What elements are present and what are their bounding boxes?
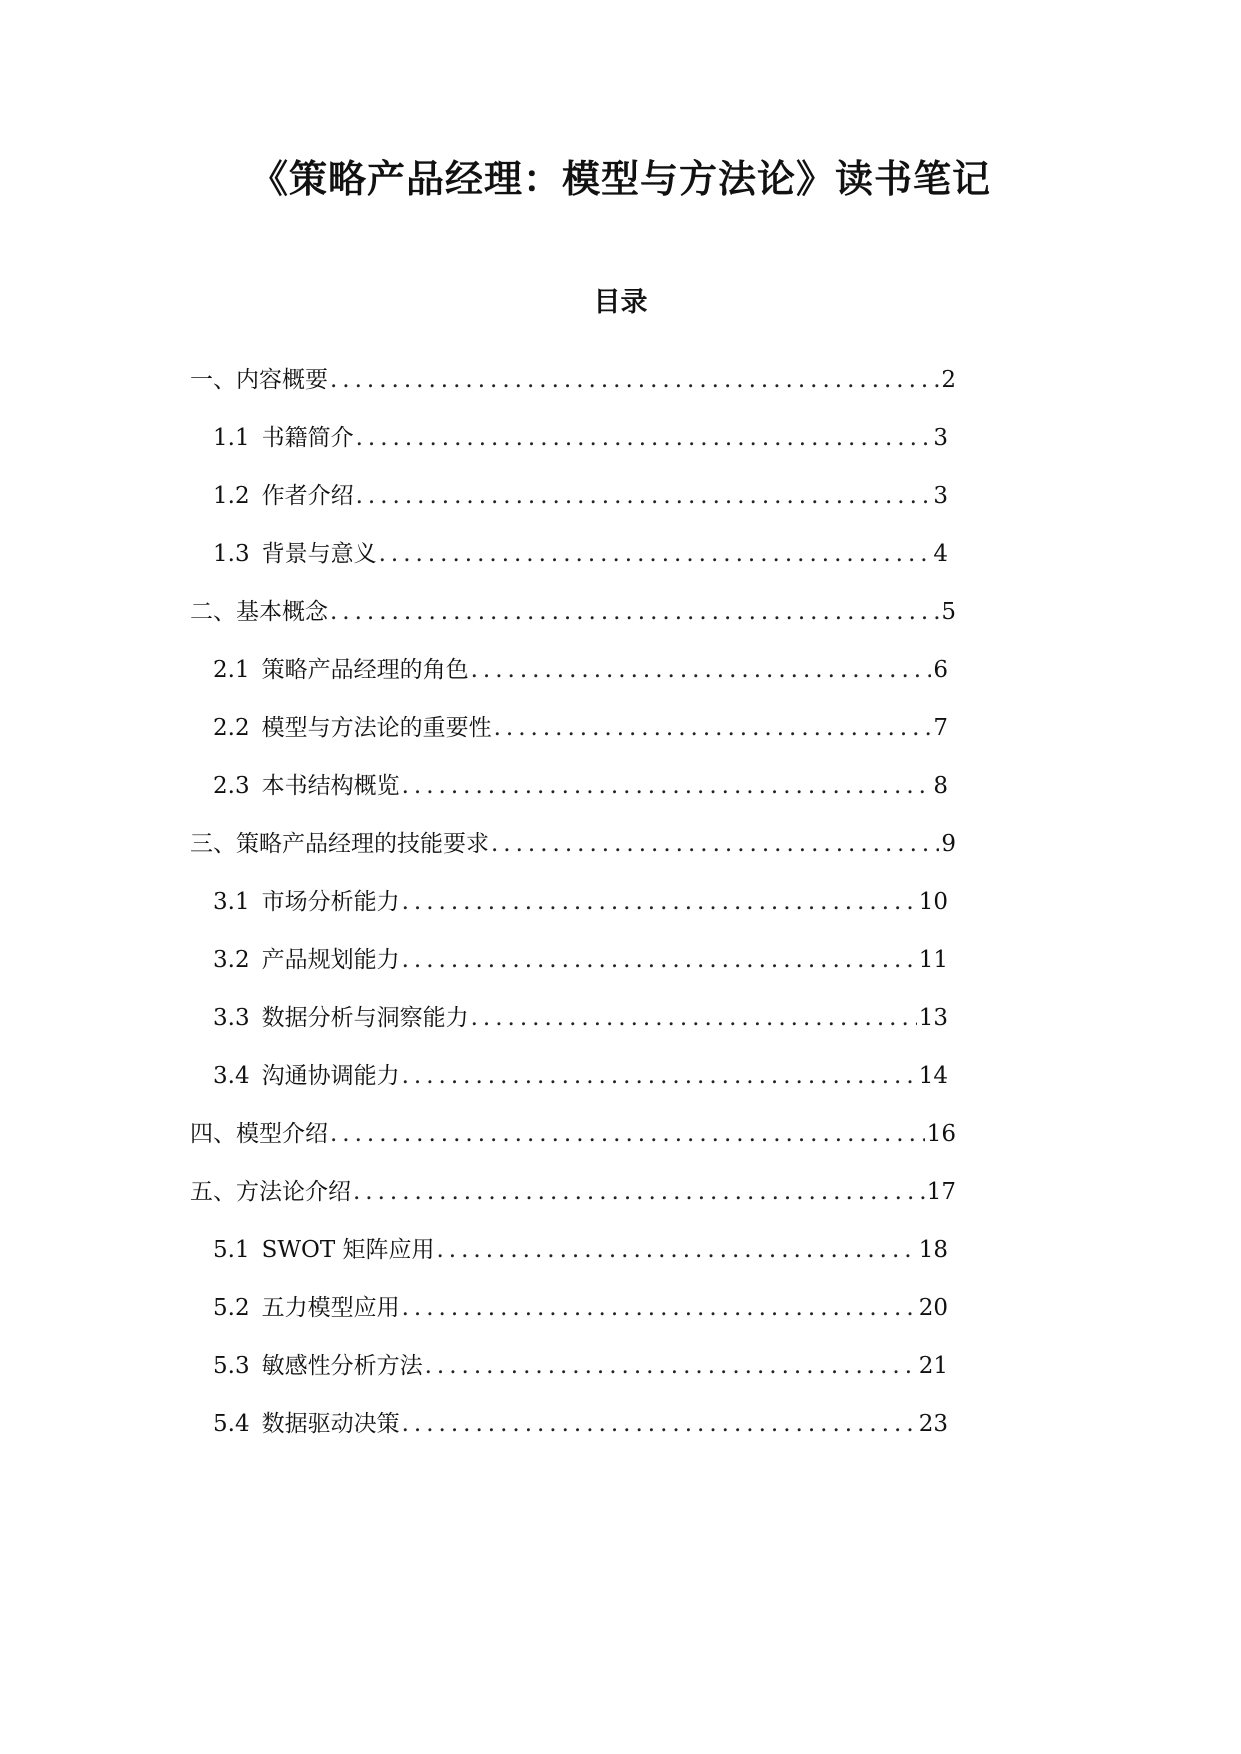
toc-page-number: 21 bbox=[918, 1353, 948, 1379]
toc-entry-number: 1.2 bbox=[213, 483, 250, 509]
toc-page-number: 9 bbox=[941, 831, 956, 857]
toc-entry[interactable] bbox=[213, 476, 948, 516]
toc-entry-text: 五力模型应用 bbox=[261, 1295, 400, 1321]
toc-entry-label bbox=[190, 1172, 351, 1212]
toc-entry[interactable] bbox=[213, 766, 948, 806]
toc-entry[interactable] bbox=[213, 1346, 948, 1386]
toc-dot-leader bbox=[353, 1172, 925, 1212]
toc-entry-text: 敏感性分析方法 bbox=[261, 1353, 423, 1379]
toc-dot-leader bbox=[402, 882, 917, 922]
toc-entry-number: 1.3 bbox=[213, 541, 250, 567]
toc-page-number: 3 bbox=[933, 483, 948, 509]
toc-page-number: 6 bbox=[933, 657, 948, 683]
toc-page-number: 5 bbox=[941, 599, 956, 625]
toc-entry[interactable] bbox=[213, 882, 948, 922]
toc-entry-number: 3.1 bbox=[213, 889, 250, 915]
toc-entry-text: 四、模型介绍 bbox=[190, 1121, 328, 1147]
toc-entry-text: 本书结构概览 bbox=[261, 773, 400, 799]
toc-page-number: 16 bbox=[926, 1121, 956, 1147]
toc-page-number: 2 bbox=[941, 367, 956, 393]
toc-entry-label bbox=[190, 824, 489, 864]
toc-dot-leader bbox=[494, 708, 932, 748]
toc-entry-label bbox=[213, 766, 400, 806]
toc-dot-leader bbox=[402, 766, 932, 806]
toc-entry-label bbox=[213, 1230, 434, 1270]
toc-entry-number: 5.4 bbox=[213, 1411, 250, 1437]
toc-page-number: 17 bbox=[926, 1179, 956, 1205]
toc-entry-text: 数据分析与洞察能力 bbox=[261, 1005, 469, 1031]
toc-entry-label bbox=[213, 1346, 423, 1386]
toc-page-number: 10 bbox=[918, 889, 948, 915]
toc-entry-text: 书籍简介 bbox=[261, 425, 354, 451]
toc-entry-label bbox=[213, 940, 400, 980]
toc-entry-label bbox=[213, 1404, 400, 1444]
toc-dot-leader bbox=[330, 592, 939, 632]
toc-entry-label bbox=[213, 708, 492, 748]
toc-page-number: 20 bbox=[918, 1295, 948, 1321]
toc-entry-label bbox=[213, 882, 400, 922]
toc-entry[interactable] bbox=[213, 1230, 948, 1270]
toc-dot-leader bbox=[402, 1404, 917, 1444]
toc-entry-number: 3.2 bbox=[213, 947, 250, 973]
toc-entry-text: 产品规划能力 bbox=[261, 947, 400, 973]
toc-entry-text: 策略产品经理的角色 bbox=[261, 657, 469, 683]
document-title: 《策略产品经理：模型与方法论》读书笔记 bbox=[249, 156, 991, 201]
toc-entry-number: 5.3 bbox=[213, 1353, 250, 1379]
toc-page-number: 14 bbox=[918, 1063, 948, 1089]
toc-entry-number: 1.1 bbox=[213, 425, 250, 451]
toc-dot-leader bbox=[330, 360, 939, 400]
toc-dot-leader bbox=[379, 534, 932, 574]
toc-page-number: 18 bbox=[918, 1237, 948, 1263]
toc-entry-text: 模型与方法论的重要性 bbox=[261, 715, 492, 741]
toc-entry-number: 5.2 bbox=[213, 1295, 250, 1321]
toc-entry-label bbox=[190, 1114, 328, 1154]
toc-page-number: 13 bbox=[918, 1005, 948, 1031]
toc-entry-text: 二、基本概念 bbox=[190, 599, 328, 625]
toc-dot-leader bbox=[402, 940, 917, 980]
toc-dot-leader bbox=[471, 998, 917, 1038]
toc-entry-number: 2.2 bbox=[213, 715, 250, 741]
toc-entry[interactable] bbox=[213, 418, 948, 458]
toc-entry[interactable] bbox=[190, 360, 956, 400]
toc-page-number: 23 bbox=[918, 1411, 948, 1437]
toc-dot-leader bbox=[356, 418, 932, 458]
toc-dot-leader bbox=[402, 1056, 917, 1096]
toc-entry-text: SWOT 矩阵应用 bbox=[261, 1237, 435, 1263]
toc-entry-text: 五、方法论介绍 bbox=[190, 1179, 351, 1205]
toc-dot-leader bbox=[330, 1114, 925, 1154]
toc-entry[interactable] bbox=[190, 824, 956, 864]
toc-entry[interactable] bbox=[213, 650, 948, 690]
toc-entry-label bbox=[213, 998, 469, 1038]
toc-entry[interactable] bbox=[190, 1172, 956, 1212]
toc-entry-label bbox=[213, 534, 377, 574]
toc-entry[interactable] bbox=[190, 592, 956, 632]
toc-entry-label bbox=[190, 592, 328, 632]
toc-page-number: 4 bbox=[933, 541, 948, 567]
toc-entry-number: 2.3 bbox=[213, 773, 250, 799]
toc-entry-text: 数据驱动决策 bbox=[261, 1411, 400, 1437]
toc-dot-leader bbox=[402, 1288, 917, 1328]
toc-entry[interactable] bbox=[213, 940, 948, 980]
toc-entry[interactable] bbox=[213, 1404, 948, 1444]
toc-entry-text: 市场分析能力 bbox=[261, 889, 400, 915]
toc-dot-leader bbox=[425, 1346, 917, 1386]
toc-entry-label bbox=[213, 1288, 400, 1328]
toc-entry-number: 5.1 bbox=[213, 1237, 250, 1263]
toc-entry-number: 3.4 bbox=[213, 1063, 250, 1089]
toc-page-number: 11 bbox=[918, 947, 948, 973]
toc-entry[interactable] bbox=[213, 534, 948, 574]
toc-entry[interactable] bbox=[213, 1056, 948, 1096]
toc-entry[interactable] bbox=[213, 998, 948, 1038]
toc-entry-label bbox=[213, 650, 469, 690]
toc-entry[interactable] bbox=[190, 1114, 956, 1154]
toc-entry-label bbox=[190, 360, 328, 400]
toc-entry-number: 3.3 bbox=[213, 1005, 250, 1031]
toc-entry-text: 背景与意义 bbox=[261, 541, 377, 567]
toc-page-number: 7 bbox=[933, 715, 948, 741]
toc-dot-leader bbox=[356, 476, 932, 516]
toc-entry-text: 三、策略产品经理的技能要求 bbox=[190, 831, 489, 857]
toc-entry-label bbox=[213, 476, 354, 516]
toc-entry[interactable] bbox=[213, 708, 948, 748]
toc-dot-leader bbox=[436, 1230, 916, 1270]
toc-entry-number: 2.1 bbox=[213, 657, 250, 683]
toc-entry-label bbox=[213, 418, 354, 458]
toc-entry-text: 一、内容概要 bbox=[190, 367, 328, 393]
toc-entry-text: 沟通协调能力 bbox=[261, 1063, 400, 1089]
toc-entry[interactable] bbox=[213, 1288, 948, 1328]
toc-entry-label bbox=[213, 1056, 400, 1096]
toc-page-number: 8 bbox=[933, 773, 948, 799]
toc-heading: 目录 bbox=[593, 287, 648, 318]
toc-entry-text: 作者介绍 bbox=[261, 483, 354, 509]
toc-dot-leader bbox=[491, 824, 939, 864]
toc-page-number: 3 bbox=[933, 425, 948, 451]
toc-dot-leader bbox=[471, 650, 932, 690]
